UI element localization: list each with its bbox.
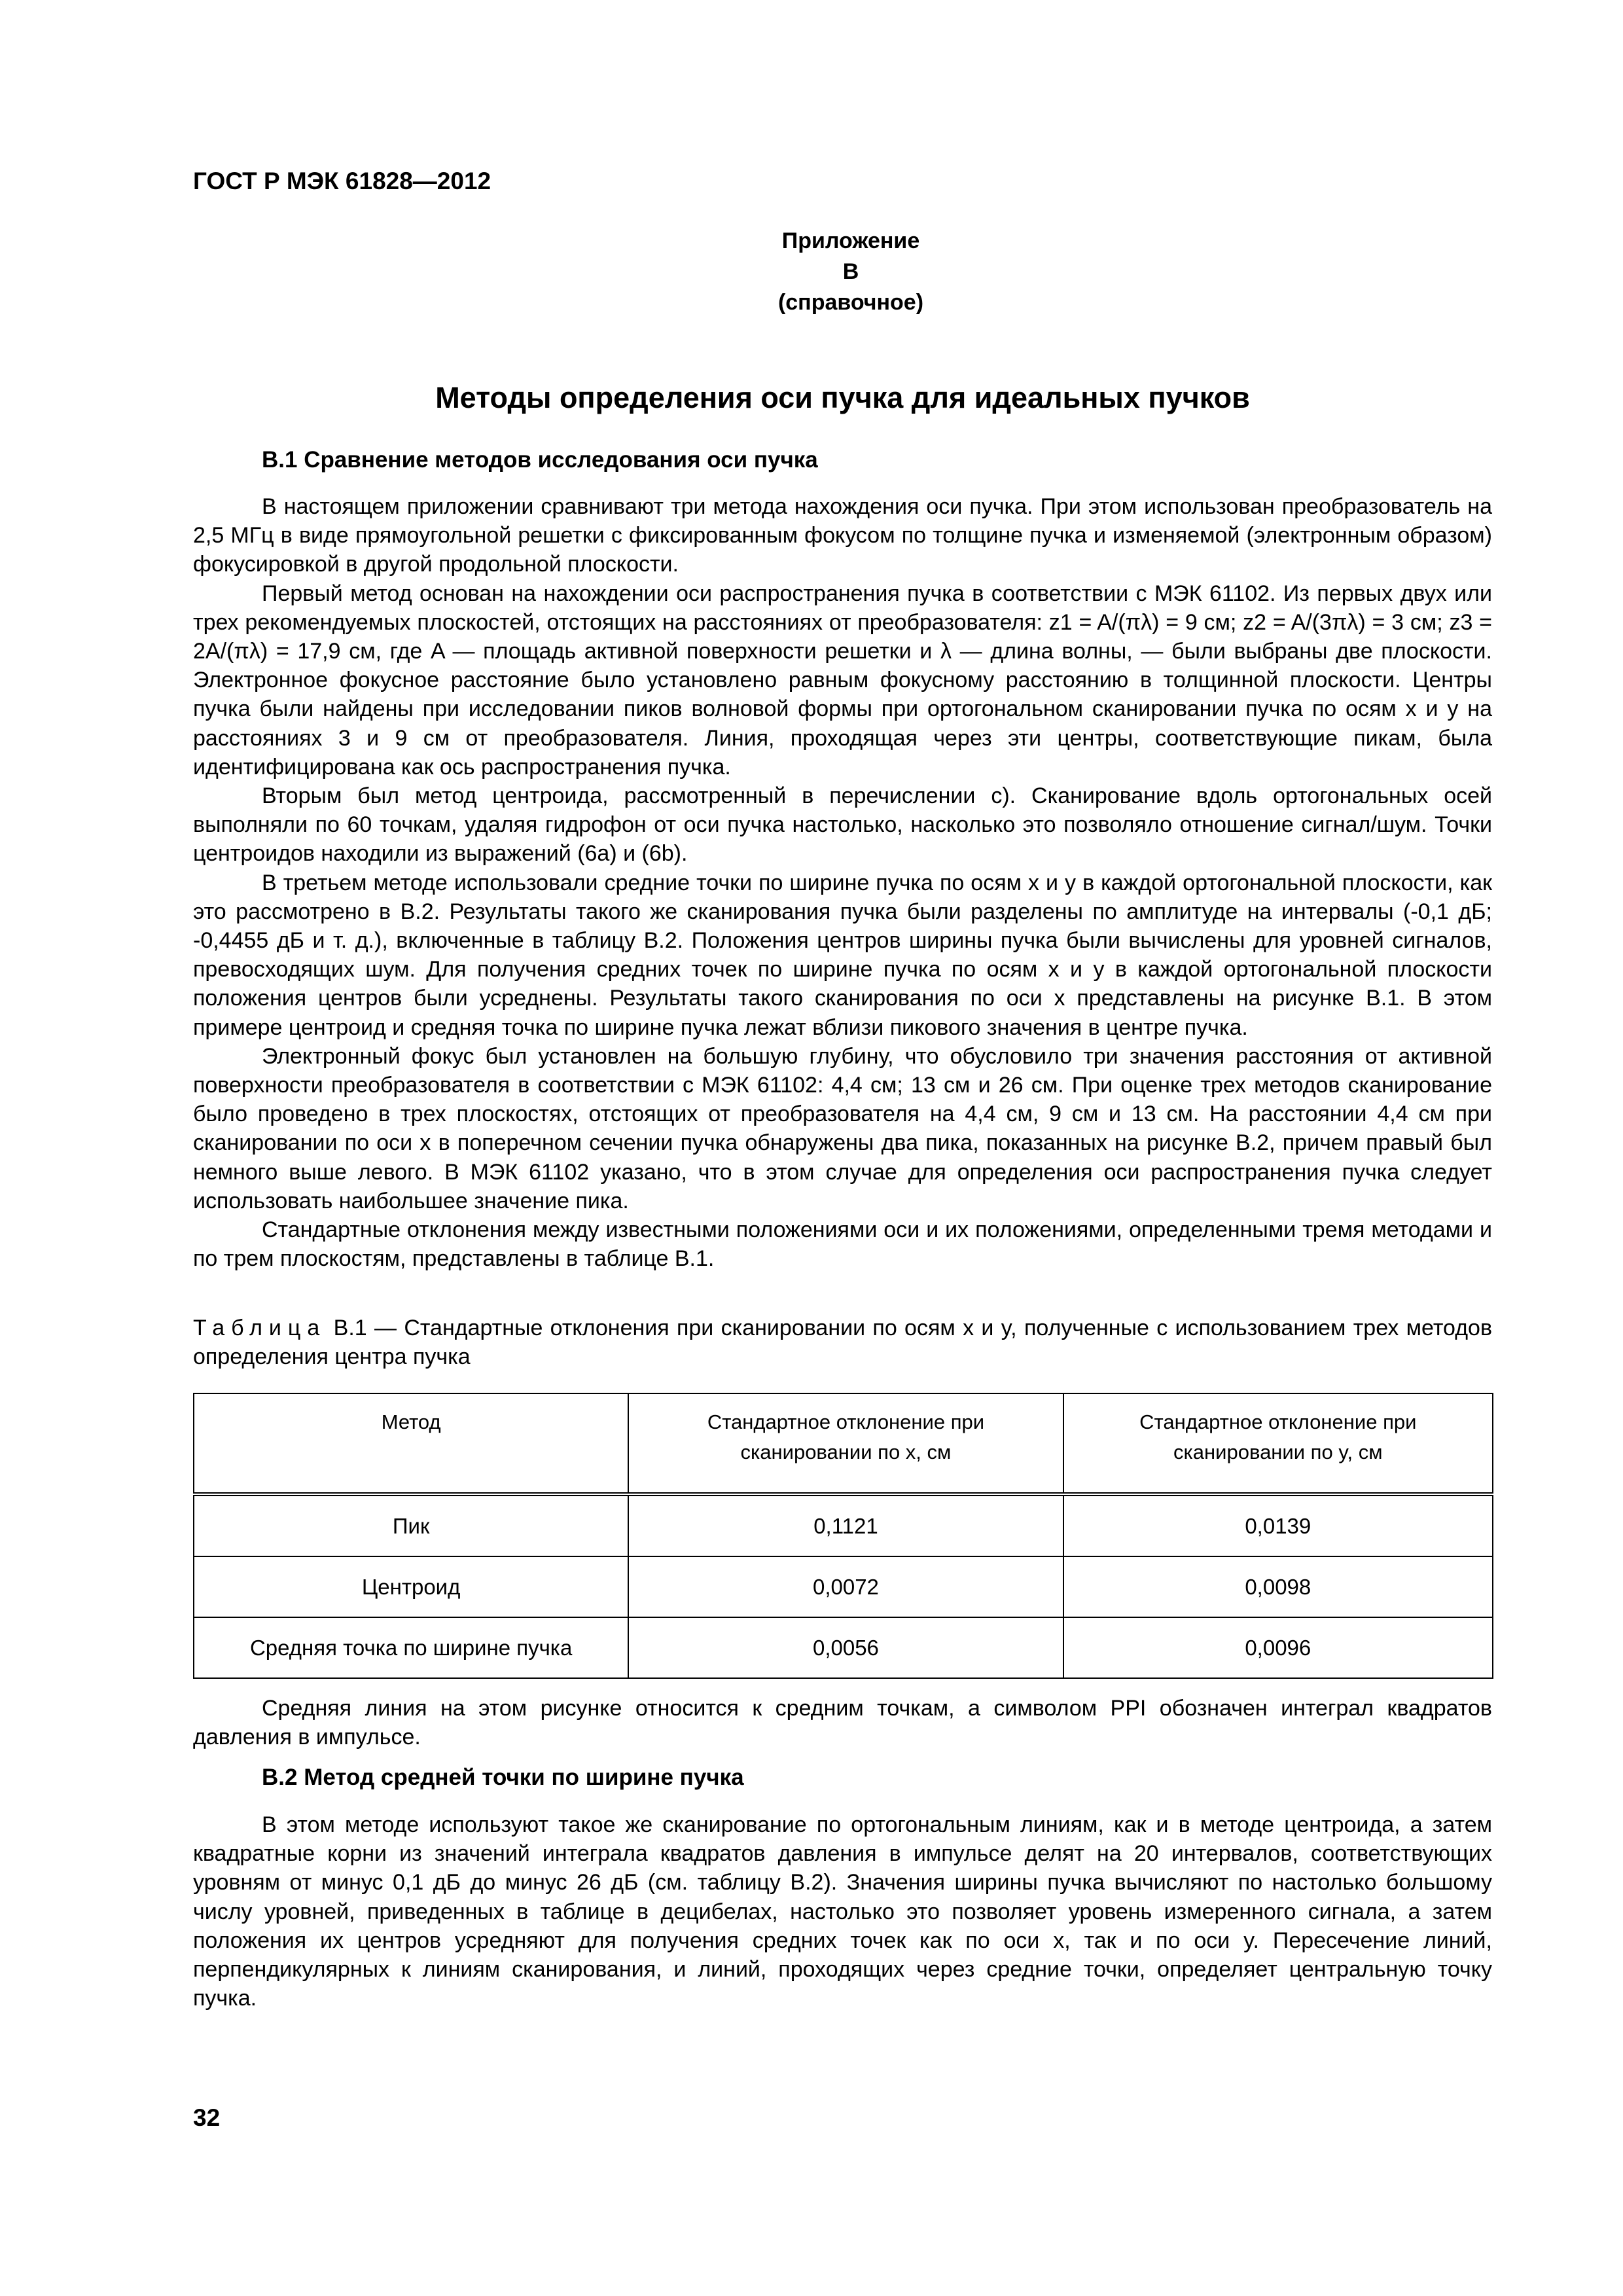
paragraph: Средняя линия на этом рисунке относится к средним точкам, а символом PPI обозначен интеграл квадратов давления в импульсе. xyxy=(193,1696,1492,1750)
paragraph: Вторым был метод центроида, рассмотренный в перечислении с). Сканирование вдоль ортогональных осей выполняли по 60 точкам, удаляя гидрофон от оси пучка настолько, насколько это позволяло отношение сигнал/шум. Точки центроидов находили из выражений (6а) и (6b). xyxy=(193,783,1492,867)
section-heading-b2: В.2 Метод средней точки по ширине пучка xyxy=(262,1765,744,1790)
column-header-std-x: Стандартное отклонение при сканировании по x, см xyxy=(628,1393,1063,1494)
page-number: 32 xyxy=(193,2104,221,2131)
table-caption-label: Таблица xyxy=(193,1316,327,1340)
column-header-method: Метод xyxy=(194,1393,628,1494)
standard-code: ГОСТ Р МЭК 61828—2012 xyxy=(193,168,491,194)
paragraph: Электронный фокус был установлен на большую глубину, что обусловило три значения расстояния от активной поверхности преобразователя в соответствии с МЭК 61102: 4,4 см; 13 см и 26 см. При оценке трех методов сканирование было проведено в трех плоскостях, отстоящих от преобразователя на 4,4 см, 9 см и 13 см. На расстоянии 4,4 см при сканировании по оси x в поперечном сечении пучка обнаружены два пика, показанных на рисунке В.2, причем правый был немного выше левого. В МЭК 61102 указано, что в этом случае для определения оси распространения пучка следует использовать наибольшее значение пика. xyxy=(193,1043,1492,1213)
annex-heading xyxy=(772,226,929,318)
after-table-text xyxy=(193,1694,1492,1751)
table-row xyxy=(194,1556,1493,1617)
paragraph: В настоящем приложении сравнивают три метода нахождения оси пучка. При этом использован преобразователь на 2,5 МГц в виде прямоугольной решетки с фиксированным фокусом по толщине пучка и изменяемой (электронным образом) фокусировкой в другой продольной плоскости. xyxy=(193,494,1492,577)
table-caption xyxy=(193,1314,1492,1371)
table-row xyxy=(194,1617,1493,1678)
table-cell: 0,0072 xyxy=(628,1556,1063,1617)
section-b1-body xyxy=(193,492,1492,1273)
table-cell: 0,1121 xyxy=(628,1494,1063,1556)
column-header-std-y: Стандартное отклонение при сканировании по y, см xyxy=(1063,1393,1493,1494)
paragraph: Стандартные отклонения между известными положениями оси и их положениями, определенными тремя методами и по трем плоскостям, представлены в таблице В.1. xyxy=(193,1217,1492,1272)
paragraph: В этом методе используют такое же сканирование по ортогональным линиям, как и в методе центроида, а затем квадратные корни из значений интеграла квадратов давления в импульсе делят на 20 интервалов, соответствующих уровням от минус 0,1 дБ до минус 26 дБ (см. таблицу В.2). Значения ширины пучка вычисляют по настолько большому числу уровней, приведенных в таблице в децибелах, настолько это позволяет уровень измеренного сигнала, а затем положения их центров усредняют для получения средних точек как по оси x, так и по оси y. Пересечение линий, перпендикулярных к линиям сканирования, и линий, проходящих через средние точки, определяет центральную точку пучка. xyxy=(193,1812,1492,2011)
table-cell: 0,0056 xyxy=(628,1617,1063,1678)
section-b2-body xyxy=(193,1810,1492,2013)
table-cell: Пик xyxy=(194,1494,628,1556)
paragraph: Первый метод основан на нахождении оси распространения пучка в соответствии с МЭК 61102. Из первых двух или трех рекомендуемых плоскостей, отстоящих на расстояниях от преобразователя: z1 = A/(πλ) = 9 см; z2 = A/(3πλ) = 3 см; z3 = 2A/(πλ) = 17,9 см, где A — площадь активной поверхности решетки и λ — длина волны, — были выбраны две плоскости. Электронное фокусное расстояние было установлено равным фокусному расстоянию в толщинной плоскости. Центры пучка были найдены при исследовании пиков волновой формы при ортогональном сканировании пучка по осям x и y на расстояниях 3 и 9 см от преобразователя. Линия, проходящая через эти центры, соответствующие пикам, была идентифицирована как ось распространения пучка. xyxy=(193,581,1492,780)
table-caption-text: В.1 — Стандартные отклонения при сканировании по осям x и y, полученные с использованием трех методов определения центра пучка xyxy=(193,1316,1492,1370)
table-header-row xyxy=(194,1393,1493,1494)
table-cell: 0,0139 xyxy=(1063,1494,1493,1556)
annex-label: Приложение В xyxy=(781,228,920,284)
table-cell: 0,0098 xyxy=(1063,1556,1493,1617)
annex-type: (справочное) xyxy=(777,290,924,315)
paragraph: В третьем методе использовали средние точки по ширине пучка по осям x и y в каждой ортогональной плоскости, как это рассмотрено в В.2. Результаты такого же сканирования пучка были разделены по амплитуде на интервалы (-0,1 дБ; -0,4455 дБ и т. д.), включенные в таблицу В.2. Положения центров ширины пучка были вычислены для уровней сигналов, превосходящих шум. Для получения средних точек по ширине пучка по осям x и y в каждой ортогональной плоскости положения центров были усреднены. Результаты такого сканирования по оси x представлены на рисунке В.1. В этом примере центроид и средняя точка по ширине пучка лежат вблизи пикового значения в центре пучка. xyxy=(193,870,1492,1040)
deviation-table xyxy=(193,1393,1493,1679)
document-title: Методы определения оси пучка для идеальных пучков xyxy=(435,381,1250,414)
table-cell: Центроид xyxy=(194,1556,628,1617)
table-row xyxy=(194,1494,1493,1556)
section-heading-b1: В.1 Сравнение методов исследования оси пучка xyxy=(262,447,818,473)
table-cell: Средняя точка по ширине пучка xyxy=(194,1617,628,1678)
table-cell: 0,0096 xyxy=(1063,1617,1493,1678)
